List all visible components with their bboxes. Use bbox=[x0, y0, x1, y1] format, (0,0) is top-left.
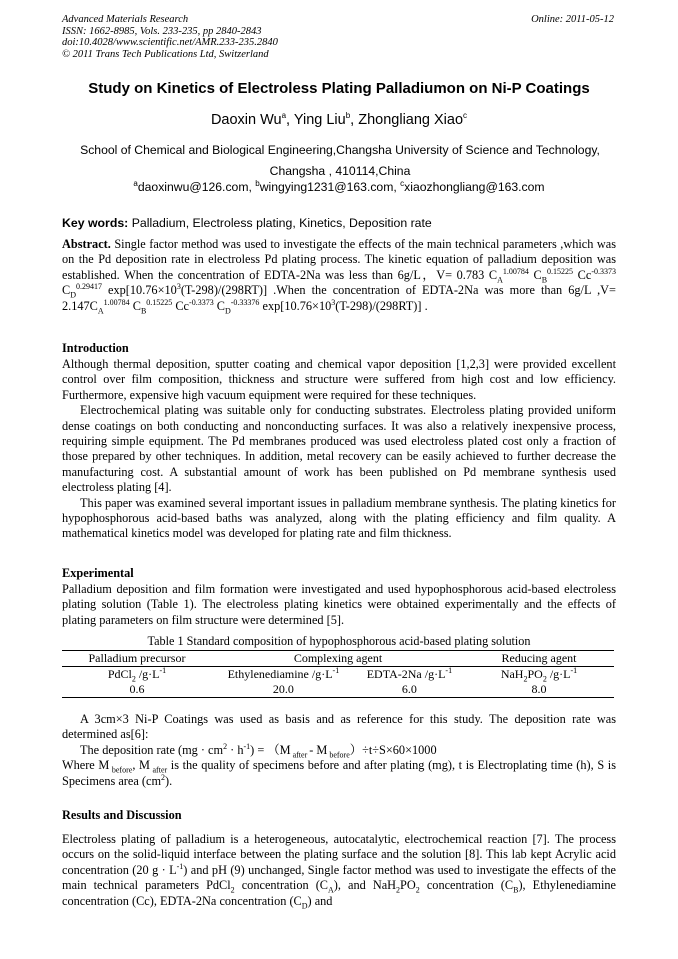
exponent: -0.3373 bbox=[591, 266, 616, 276]
rate-equation bbox=[62, 743, 616, 758]
section-heading-experimental: Experimental bbox=[62, 566, 134, 580]
exponent: 3 bbox=[176, 282, 181, 292]
exponent: -0.33376 bbox=[230, 297, 260, 307]
issn-line: ISSN: 1662-8985, Vols. 233-235, pp 2840-2843 bbox=[62, 25, 262, 37]
email-mark: c bbox=[400, 178, 405, 188]
subscript: 2 bbox=[542, 674, 547, 684]
equation-text: ) = （M bbox=[250, 742, 291, 757]
subscript: 2 bbox=[523, 674, 528, 684]
exponent: 2 bbox=[223, 741, 228, 751]
paper-title: Study on Kinetics of Electroless Plating Palladiumon on Ni-P Coatings bbox=[88, 80, 590, 97]
table-cell: 8.0 bbox=[464, 682, 614, 698]
exponent: 2 bbox=[161, 772, 166, 782]
email-mark: b bbox=[255, 178, 260, 188]
experimental-continued bbox=[62, 712, 616, 789]
subscript: D bbox=[224, 306, 231, 316]
table-header: Complexing agent bbox=[212, 651, 464, 667]
paragraph-text: Electroless plating of palladium is a heterogeneous, autocatalytic, electrochemical reaction [7]. The process occurs on the solid-liquid interface between the plating surface and the solution [8]. This lab kept Acrylic acid concentration (20 g · L bbox=[62, 832, 616, 877]
table-cell: 0.6 bbox=[62, 682, 212, 698]
author-name: Ying Liu bbox=[293, 112, 346, 128]
exponent: 1.00784 bbox=[502, 266, 529, 276]
subscript: 2 bbox=[230, 885, 235, 895]
paragraph-text: ) and bbox=[307, 893, 333, 908]
subscript: 2 bbox=[131, 674, 136, 684]
paragraph: This paper was examined several important issues in palladium membrane synthesis. The plating kinetics for hypophosphorous acid-based baths was analyzed, along with the plating efficiency and film quality. A mathematical kinetics model was developed for plating rate and film thickness. bbox=[62, 495, 616, 541]
abstract-text: Single factor method was used to investigate the effects of the main technical parameters ,which was on the Pd deposition rate in electroless Pd plating process. The kinetic equation of palladium deposition was established. When the concentration of EDTA-2Na was less than 6g/L，V= 0.783 C bbox=[62, 237, 616, 282]
paragraph-text: PO bbox=[400, 878, 416, 893]
cell-text: NaH bbox=[500, 667, 524, 681]
composition-table bbox=[62, 650, 614, 698]
exponent: -1 bbox=[243, 741, 251, 751]
paragraph-text: ). bbox=[165, 773, 173, 788]
exponent: -0.3373 bbox=[189, 297, 214, 307]
affiliation-line: School of Chemical and Biological Engineering,Changsha University of Science and Technology, bbox=[80, 143, 600, 157]
email-link[interactable]: wingying1231@163.com, bbox=[259, 180, 401, 194]
formula-text: Cc bbox=[577, 267, 592, 282]
author-name: Zhongliang Xiao bbox=[358, 112, 464, 128]
affiliation bbox=[62, 140, 618, 182]
equation-text: · h bbox=[227, 742, 244, 757]
table-cell: 20.0 bbox=[212, 682, 355, 698]
doi-line: doi:10.4028/www.scientific.net/AMR.233-235.2840 bbox=[62, 37, 278, 49]
exponent: -1 bbox=[445, 666, 453, 675]
email-mark: a bbox=[133, 178, 138, 188]
author-name: Daoxin Wu bbox=[210, 112, 282, 128]
paragraph-text: concentration (C bbox=[234, 878, 328, 893]
subscript: before bbox=[327, 750, 350, 760]
exponent: -1 bbox=[570, 666, 578, 675]
paragraph-text: ), and NaH bbox=[333, 878, 397, 893]
cell-text: /g·L bbox=[546, 667, 571, 681]
keywords bbox=[62, 216, 616, 231]
subscript: D bbox=[301, 901, 308, 911]
subscript: D bbox=[70, 290, 76, 300]
results-body bbox=[62, 832, 616, 909]
journal-name: Advanced Materials Research bbox=[62, 14, 189, 25]
subscript: 2 bbox=[415, 885, 420, 895]
paragraph: Palladium deposition and film formation were investigated and used hypophosphorous acid-based electroless plating solution (Table 1). The electroless plating kinetics were obtained experimentally and the effects of plating parameters on film structure were determined [5]. bbox=[62, 582, 616, 627]
exponent: 3 bbox=[331, 297, 336, 307]
table-caption: Table 1 Standard composition of hypophosphorous acid-based plating solution bbox=[147, 634, 531, 648]
abstract: Abstract. Single factor method was used to investigate the effects of the main technical parameters ,which was on the Pd deposition rate in electroless Pd plating process. The kinetic equation of palladium deposition was established. When the concentration of EDTA-2Na was less than 6g/L，V= 0.783 $C_A^{1.00784}$ $C_B^{0.15225}$ $Cc^{-0.3373}$ $C_D^{0.29417}$ $\exp[10.76\times 10^3(T-298)/(298RT)]$ .When the concentration of EDTA-2Na was more than 6g/L $,V= 2.147C_A^{1.00784}$ $C_B^{0.15225}$ $Cc^{-0.3373}$ $C_D^{-0.33376}$ $\exp[10.76\times 10^3(T-298)/(298RT)]$ . bbox=[62, 237, 616, 316]
paragraph-text: ), Ethylenediamine concentration (Cc), EDTA-2Na concentration (C bbox=[62, 878, 616, 908]
subscript: A bbox=[328, 885, 334, 895]
subscript: 2 bbox=[396, 885, 401, 895]
table-cell bbox=[355, 667, 464, 683]
author-mark: c bbox=[463, 111, 468, 121]
cell-text: PdCl bbox=[107, 667, 132, 681]
subscript: B bbox=[140, 306, 147, 316]
paragraph-text: concentration (C bbox=[419, 878, 514, 893]
online-date: Online: 2011-05-12 bbox=[531, 14, 614, 25]
subscript: before bbox=[109, 765, 133, 775]
exponent: -1 bbox=[176, 861, 184, 871]
email-list bbox=[0, 180, 678, 194]
table-cell bbox=[212, 667, 355, 683]
paragraph: Although thermal deposition, sputter coating and chemical vapor deposition [1,2,3] were provided excellent control over film composition, thickness and structure were suffered from high cost and low efficiency. Furthermore, expensive high vacuum equipment were required for these techniques. bbox=[62, 357, 616, 402]
copyright-line: © 2011 Trans Tech Publications Ltd, Switzerland bbox=[62, 48, 269, 60]
paragraph bbox=[62, 758, 616, 789]
paragraph: A 3cm×3 Ni-P Coatings was used as basis and as reference for this study. The deposition rate was determined as[6]: bbox=[62, 712, 616, 742]
keywords-text: Palladium, Electroless plating, Kinetics, Deposition rate bbox=[128, 216, 432, 230]
paragraph-text: Where M bbox=[62, 758, 110, 773]
section-heading-results: Results and Discussion bbox=[62, 808, 182, 822]
table-header: Reducing agent bbox=[464, 651, 614, 667]
section-heading-introduction: Introduction bbox=[62, 341, 129, 355]
formula-text: (T-298)/(298RT)] . bbox=[335, 298, 428, 313]
exponent: -1 bbox=[159, 666, 167, 675]
paragraph bbox=[62, 832, 616, 909]
table-cell bbox=[464, 667, 614, 683]
exponent: 1.00784 bbox=[103, 297, 130, 307]
equation-text: The deposition rate (mg · cm bbox=[80, 742, 224, 757]
exponent: 0.15225 bbox=[547, 266, 574, 276]
cell-text: Ethylenediamine /g·L bbox=[227, 667, 333, 681]
abstract-label: Abstract. bbox=[62, 237, 111, 251]
journal-header bbox=[62, 14, 278, 60]
paragraph-text: is the quality of specimens before and after plating (mg), t is Electroplating time (h), S is Specimens area (cm bbox=[62, 758, 616, 788]
subscript: A bbox=[497, 275, 503, 285]
table-row bbox=[62, 682, 614, 698]
keywords-label: Key words: bbox=[62, 216, 129, 230]
equation-text: - M bbox=[309, 742, 328, 757]
table-row bbox=[62, 667, 614, 683]
equation-text: ）÷t÷S×60×1000 bbox=[349, 742, 437, 757]
cell-text: /g·L bbox=[135, 667, 160, 681]
subscript: B bbox=[513, 885, 519, 895]
affiliation-line: Changsha , 410114,China bbox=[269, 164, 411, 178]
formula-text: exp[10.76×10 bbox=[101, 283, 177, 298]
author-mark: a bbox=[281, 111, 287, 121]
experimental-body bbox=[62, 582, 616, 628]
subscript: after bbox=[290, 750, 310, 760]
introduction-body bbox=[62, 357, 616, 542]
email-link[interactable]: daoxinwu@126.com, bbox=[137, 180, 256, 194]
subscript: after bbox=[149, 765, 168, 775]
cell-text: PO bbox=[527, 667, 543, 681]
exponent: 0.29417 bbox=[75, 282, 102, 292]
author-list: Daoxin Wu$^a$, Ying Liu$^b$, Zhongliang Xiao$^c$ bbox=[210, 111, 468, 128]
cell-text: EDTA-2Na /g·L bbox=[366, 667, 446, 681]
author-mark: b bbox=[345, 111, 351, 121]
email-link[interactable]: xiaozhongliang@163.com bbox=[404, 180, 545, 194]
exponent: 0.15225 bbox=[146, 297, 173, 307]
table-cell bbox=[62, 667, 212, 683]
paragraph: Electrochemical plating was suitable only for conducting substrates. Electroless plating provided uniform dense coatings on both conducting and nonconducting surfaces. It was also a relatively inexpensive process, requiring simple equipment. The Pd membranes produced was used electroless plated cost only a fraction of those prepared by other techniques. In addition, metal recovery can be easily achieved to further decrease the manufacturing cost. A substantial amount of work has been published on Pd membrane synthesis used electroless plating [4]. bbox=[62, 403, 616, 495]
exponent: -1 bbox=[332, 666, 340, 675]
table-cell: 6.0 bbox=[355, 682, 464, 698]
subscript: A bbox=[97, 306, 104, 316]
formula-text: (T-298)/(298RT)] .When the concentration of EDTA-2Na was more than 6g/L ,V= 2.147C bbox=[62, 283, 616, 313]
subscript: B bbox=[541, 275, 548, 285]
formula-text: Cc bbox=[175, 298, 190, 313]
paragraph-text: ) and pH (9) unchanged, Single factor method was used to investigate the effects of the main technical parameters PdCl bbox=[62, 862, 616, 893]
table-header: Palladium precursor bbox=[62, 651, 212, 667]
paragraph-text: , M bbox=[132, 758, 150, 773]
table-header-row bbox=[62, 651, 614, 667]
formula-text: exp[10.76×10 bbox=[259, 298, 332, 313]
